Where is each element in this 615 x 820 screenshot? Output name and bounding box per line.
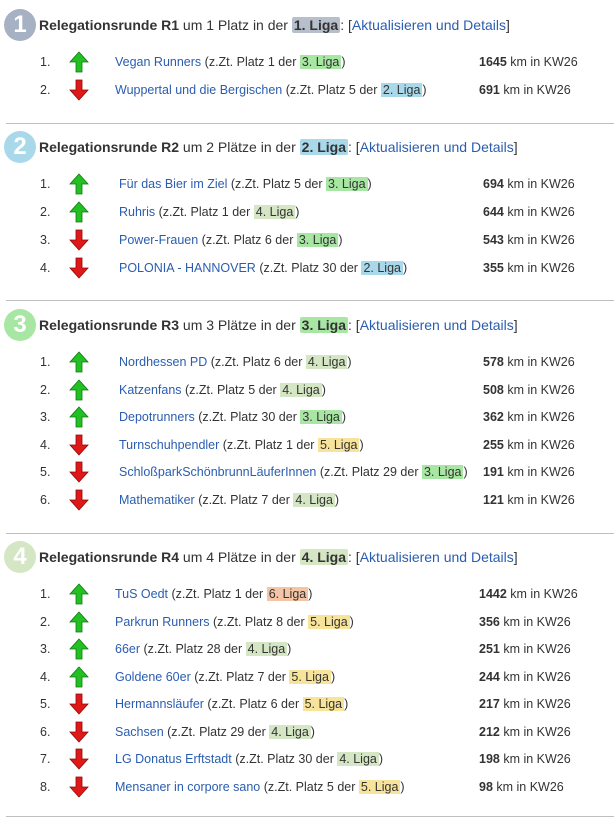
round-description: um 3 Plätze in der — [179, 317, 300, 333]
team-row — [0, 257, 615, 279]
km-number: 191 — [483, 465, 504, 479]
km-value — [479, 642, 571, 656]
team-row — [0, 51, 615, 73]
current-position: (z.Zt. Platz 8 der — [209, 614, 309, 629]
arrow-down-icon — [69, 748, 89, 770]
close-paren: ) — [359, 437, 364, 452]
rank-number: 8. — [40, 779, 51, 794]
team-liga-badge: 5. Liga — [319, 437, 358, 452]
km-number: 251 — [479, 642, 500, 656]
team-link[interactable]: Parkrun Runners — [115, 614, 210, 629]
team-link[interactable]: Hermannsläufer — [115, 697, 204, 711]
team-liga-badge: 5. Liga — [310, 614, 348, 629]
km-unit: km in KW26 — [499, 83, 571, 97]
current-position: (z.Zt. Platz 30 der — [231, 752, 338, 766]
arrow-down-icon — [69, 693, 89, 715]
km-unit: km in KW26 — [503, 261, 575, 275]
current-position: (z.Zt. Platz 7 der — [190, 669, 290, 684]
round-header — [4, 8, 510, 42]
team-liga-badge: 3. Liga — [301, 55, 340, 69]
round-name: Relegationsrunde R1 — [39, 17, 180, 33]
team-liga-badge: 4. Liga — [271, 724, 309, 739]
current-position: (z.Zt. Platz 6 der — [207, 355, 306, 369]
team-row — [0, 406, 615, 428]
rank-number: 4. — [40, 261, 51, 275]
team-liga-badge: 4. Liga — [282, 382, 320, 397]
team-info — [119, 261, 407, 275]
bracket-close: ] — [513, 549, 518, 565]
km-value — [479, 780, 564, 794]
km-value — [479, 725, 571, 739]
rank-number: 1. — [40, 55, 51, 69]
arrow-down-icon — [69, 461, 89, 483]
team-info — [115, 752, 383, 766]
team-info — [115, 670, 335, 684]
km-unit: km in KW26 — [506, 587, 578, 601]
team-row — [0, 666, 615, 688]
km-value — [483, 177, 575, 191]
km-unit: km in KW26 — [492, 779, 564, 794]
close-paren: ) — [463, 465, 468, 479]
km-unit: km in KW26 — [503, 382, 575, 397]
current-position: (z.Zt. Platz 7 der — [194, 492, 294, 507]
arrow-down-icon — [69, 229, 89, 251]
round-description: um 4 Plätze in der — [179, 549, 300, 565]
km-value — [479, 615, 571, 629]
liga-badge: 1. Liga — [293, 17, 339, 33]
team-info — [119, 465, 468, 479]
arrow-down-icon — [69, 776, 89, 798]
km-value — [479, 697, 571, 711]
km-number: 694 — [483, 177, 504, 191]
close-paren: ) — [367, 177, 372, 191]
current-position: (z.Zt. Platz 5 der — [282, 83, 381, 97]
team-info — [115, 55, 346, 69]
team-row — [0, 721, 615, 743]
rank-number: 5. — [40, 465, 51, 479]
team-row — [0, 201, 615, 223]
km-value — [483, 410, 575, 424]
team-liga-badge: 2. Liga — [363, 261, 401, 275]
arrow-down-icon — [69, 434, 89, 456]
close-paren: ) — [308, 587, 313, 601]
km-number: 255 — [483, 437, 504, 452]
km-unit: km in KW26 — [503, 355, 575, 369]
km-unit: km in KW26 — [499, 669, 571, 684]
bracket-open: [ — [351, 139, 360, 155]
km-number: 121 — [483, 492, 504, 507]
km-value — [479, 670, 571, 684]
team-info — [115, 642, 291, 656]
details-link[interactable]: Aktualisieren und Details — [351, 17, 506, 33]
current-position: (z.Zt. Platz 1 der — [219, 437, 318, 452]
team-info — [115, 780, 405, 794]
km-value — [479, 752, 571, 766]
current-position: (z.Zt. Platz 29 der — [316, 465, 422, 479]
close-paren: ) — [422, 83, 427, 97]
bracket-close: ] — [505, 17, 510, 33]
round-header — [4, 130, 518, 164]
arrow-up-icon — [69, 379, 89, 401]
team-info — [119, 438, 364, 452]
team-link[interactable]: Mensaner in corpore sano — [115, 779, 261, 794]
team-info — [119, 493, 339, 507]
team-liga-badge: 3. Liga — [298, 233, 337, 247]
team-link[interactable]: Nordhessen PD — [119, 355, 208, 369]
km-unit: km in KW26 — [499, 642, 571, 656]
team-link[interactable]: Vegan Runners — [115, 55, 202, 69]
km-unit: km in KW26 — [503, 492, 575, 507]
km-number: 356 — [479, 614, 500, 629]
close-paren: ) — [341, 410, 347, 424]
close-paren: ) — [400, 779, 405, 794]
team-row — [0, 229, 615, 251]
km-unit: km in KW26 — [503, 465, 575, 479]
team-row — [0, 748, 615, 770]
details-link[interactable]: Aktualisieren und Details — [359, 139, 514, 155]
team-info — [119, 177, 372, 191]
colon: : — [348, 317, 352, 333]
team-link[interactable]: Turnschuhpendler — [119, 437, 220, 452]
current-position: (z.Zt. Platz 30 der — [255, 261, 362, 275]
rank-number: 2. — [40, 205, 51, 219]
rank-number: 3. — [40, 642, 51, 656]
team-link[interactable]: Für das Bier im Ziel — [119, 177, 228, 191]
team-link[interactable]: Sachsen — [115, 724, 164, 739]
team-liga-badge: 4. Liga — [247, 642, 286, 656]
close-paren: ) — [310, 724, 315, 739]
close-paren: ) — [330, 669, 336, 684]
km-value — [479, 587, 578, 601]
close-paren: ) — [295, 205, 300, 219]
team-info — [119, 383, 326, 397]
km-value — [483, 233, 575, 247]
rank-number: 5. — [40, 697, 51, 711]
rank-number: 2. — [40, 382, 51, 397]
rank-number: 3. — [40, 410, 51, 424]
team-link[interactable]: Mathematiker — [119, 492, 195, 507]
team-row — [0, 461, 615, 483]
rank-number: 2. — [40, 614, 51, 629]
arrow-up-icon — [69, 611, 89, 633]
round-title — [39, 17, 510, 33]
team-liga-badge: 4. Liga — [339, 752, 377, 766]
section-divider — [6, 123, 614, 124]
team-info — [115, 697, 348, 711]
current-position: (z.Zt. Platz 30 der — [194, 410, 301, 424]
km-unit: km in KW26 — [503, 233, 575, 247]
km-value — [483, 493, 575, 507]
km-unit: km in KW26 — [503, 437, 575, 452]
rank-number: 1. — [40, 177, 51, 191]
team-link[interactable]: TuS Oedt — [115, 587, 169, 601]
bracket-close: ] — [513, 317, 518, 333]
close-paren: ) — [349, 614, 354, 629]
team-liga-badge: 5. Liga — [304, 697, 343, 711]
current-position: (z.Zt. Platz 1 der — [155, 205, 254, 219]
team-info — [115, 615, 354, 629]
team-liga-badge: 5. Liga — [360, 779, 399, 794]
arrow-down-icon — [69, 489, 89, 511]
team-link[interactable]: LG Donatus Erftstadt — [115, 752, 232, 766]
team-row — [0, 583, 615, 605]
team-info — [119, 205, 299, 219]
round-header — [4, 540, 518, 574]
km-value — [479, 55, 578, 69]
arrow-down-icon — [69, 79, 89, 101]
round-number-badge: 2 — [4, 131, 36, 163]
close-paren: ) — [344, 697, 349, 711]
km-unit: km in KW26 — [499, 724, 571, 739]
team-info — [119, 410, 346, 424]
rank-number: 4. — [40, 669, 51, 684]
team-liga-badge: 5. Liga — [291, 669, 329, 684]
rank-number: 3. — [40, 233, 51, 247]
liga-badge: 2. Liga — [301, 139, 347, 155]
km-value — [483, 438, 575, 452]
rank-number: 6. — [40, 492, 51, 507]
km-value — [483, 383, 575, 397]
team-info — [119, 233, 343, 247]
team-row — [0, 611, 615, 633]
team-liga-badge: 4. Liga — [307, 355, 346, 369]
km-number: 217 — [479, 697, 500, 711]
km-unit: km in KW26 — [499, 697, 571, 711]
round-description: um 2 Plätze in der — [179, 139, 300, 155]
round-number-badge: 3 — [4, 309, 36, 341]
round-number-badge: 1 — [4, 9, 36, 41]
team-row — [0, 489, 615, 511]
rank-number: 7. — [40, 752, 51, 766]
km-number: 1442 — [479, 587, 507, 601]
close-paren: ) — [341, 55, 346, 69]
team-liga-badge: 3. Liga — [423, 465, 462, 479]
round-title — [39, 317, 518, 333]
current-position: (z.Zt. Platz 6 der — [198, 233, 297, 247]
liga-badge: 4. Liga — [301, 549, 347, 565]
km-number: 508 — [483, 382, 504, 397]
close-paren: ) — [347, 355, 352, 369]
team-link[interactable]: Depotrunners — [119, 410, 195, 424]
close-paren: ) — [402, 261, 408, 275]
km-unit: km in KW26 — [503, 410, 575, 424]
km-unit: km in KW26 — [503, 205, 575, 219]
km-value — [483, 205, 575, 219]
km-value — [483, 355, 575, 369]
team-liga-badge: 3. Liga — [302, 410, 340, 424]
team-link[interactable]: Katzenfans — [119, 382, 182, 397]
rank-number: 6. — [40, 724, 51, 739]
rank-number: 2. — [40, 83, 51, 97]
km-number: 98 — [479, 779, 493, 794]
round-header — [4, 308, 518, 342]
bracket-open: [ — [351, 549, 360, 565]
km-number: 543 — [483, 233, 504, 247]
section-divider — [6, 816, 614, 817]
arrow-up-icon — [69, 351, 89, 373]
team-row — [0, 79, 615, 101]
arrow-down-icon — [69, 257, 89, 279]
colon: : — [348, 549, 352, 565]
colon: : — [340, 17, 345, 33]
bracket-close: ] — [513, 139, 518, 155]
close-paren: ) — [378, 752, 384, 766]
team-row — [0, 776, 615, 798]
rank-number: 1. — [40, 355, 51, 369]
km-number: 212 — [479, 724, 500, 739]
arrow-up-icon — [69, 201, 89, 223]
km-unit: km in KW26 — [506, 55, 578, 69]
km-number: 355 — [483, 261, 504, 275]
team-link[interactable]: Ruhris — [119, 205, 156, 219]
round-name: Relegationsrunde R2 — [39, 139, 180, 155]
km-value — [479, 83, 571, 97]
arrow-up-icon — [69, 583, 89, 605]
team-link[interactable]: POLONIA - HANNOVER — [119, 261, 256, 275]
details-link[interactable]: Aktualisieren und Details — [359, 549, 514, 565]
team-link[interactable]: Power-Frauen — [119, 233, 199, 247]
section-divider — [6, 300, 614, 301]
close-paren: ) — [338, 233, 343, 247]
team-link[interactable]: 66er — [115, 642, 141, 656]
team-info — [119, 355, 352, 369]
arrow-up-icon — [69, 638, 89, 660]
team-liga-badge: 4. Liga — [255, 205, 294, 219]
km-number: 1645 — [479, 55, 507, 69]
round-number-badge: 4 — [4, 541, 36, 573]
km-number: 578 — [483, 355, 504, 369]
team-info — [115, 725, 315, 739]
arrow-up-icon — [69, 406, 89, 428]
km-number: 644 — [483, 205, 504, 219]
liga-badge: 3. Liga — [301, 317, 347, 333]
km-unit: km in KW26 — [499, 614, 571, 629]
km-number: 691 — [479, 83, 500, 97]
current-position: (z.Zt. Platz 28 der — [140, 642, 246, 656]
team-row — [0, 693, 615, 715]
team-liga-badge: 2. Liga — [382, 83, 421, 97]
rank-number: 4. — [40, 437, 51, 452]
km-number: 362 — [483, 410, 504, 424]
bracket-open: [ — [351, 317, 360, 333]
team-info — [115, 83, 427, 97]
current-position: (z.Zt. Platz 5 der — [227, 177, 326, 191]
km-unit: km in KW26 — [503, 177, 575, 191]
current-position: (z.Zt. Platz 6 der — [203, 697, 303, 711]
colon: : — [348, 139, 352, 155]
km-unit: km in KW26 — [499, 752, 571, 766]
current-position: (z.Zt. Platz 5 der — [260, 779, 359, 794]
round-name: Relegationsrunde R4 — [39, 549, 180, 565]
team-liga-badge: 6. Liga — [268, 587, 307, 601]
current-position: (z.Zt. Platz 1 der — [201, 55, 300, 69]
team-row — [0, 351, 615, 373]
km-number: 198 — [479, 752, 500, 766]
arrow-down-icon — [69, 721, 89, 743]
round-title — [39, 139, 518, 155]
team-row — [0, 173, 615, 195]
current-position: (z.Zt. Platz 5 der — [181, 382, 281, 397]
current-position: (z.Zt. Platz 1 der — [168, 587, 267, 601]
round-description: um 1 Platz in der — [179, 17, 292, 33]
team-row — [0, 379, 615, 401]
team-info — [115, 587, 312, 601]
arrow-up-icon — [69, 173, 89, 195]
km-value — [483, 465, 575, 479]
bracket-open: [ — [344, 17, 352, 33]
team-liga-badge: 3. Liga — [328, 177, 366, 191]
details-link[interactable]: Aktualisieren und Details — [359, 317, 514, 333]
close-paren: ) — [334, 492, 340, 507]
close-paren: ) — [321, 382, 326, 397]
km-number: 244 — [479, 669, 500, 684]
team-liga-badge: 4. Liga — [295, 492, 333, 507]
team-link[interactable]: SchloßparkSchönbrunnLäuferInnen — [119, 465, 317, 479]
current-position: (z.Zt. Platz 29 der — [163, 724, 270, 739]
arrow-up-icon — [69, 666, 89, 688]
team-link[interactable]: Goldene 60er — [115, 669, 191, 684]
rank-number: 1. — [40, 587, 51, 601]
team-row — [0, 434, 615, 456]
arrow-up-icon — [69, 51, 89, 73]
close-paren: ) — [287, 642, 292, 656]
team-row — [0, 638, 615, 660]
round-title — [39, 549, 518, 565]
km-value — [483, 261, 575, 275]
section-divider — [6, 533, 614, 534]
team-link[interactable]: Wuppertal und die Bergischen — [115, 83, 283, 97]
round-name: Relegationsrunde R3 — [39, 317, 180, 333]
